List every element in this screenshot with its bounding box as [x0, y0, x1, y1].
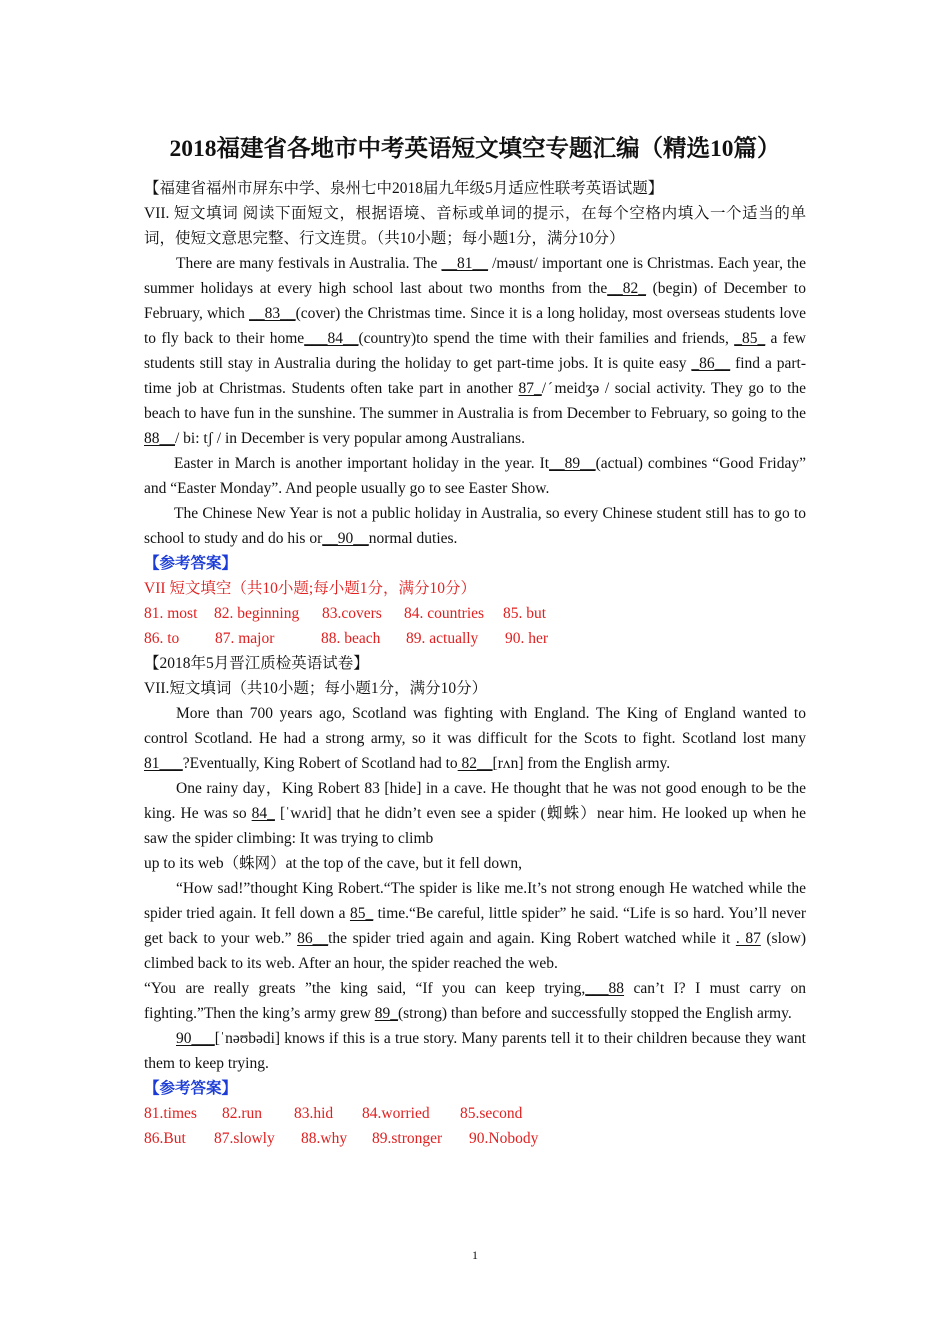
blank-81: 81___ — [144, 755, 183, 772]
answer-item: 87.slowly — [214, 1130, 275, 1147]
blank-89: __89__ — [549, 455, 596, 472]
answer-item: 89. actually — [406, 630, 479, 647]
blank-87: . 87 — [735, 930, 761, 947]
answer-item: 82. beginning — [214, 605, 300, 622]
blank-81: __81__ — [441, 255, 489, 272]
blank-87: 87_ — [518, 380, 542, 397]
answer-item: 90.Nobody — [469, 1130, 539, 1147]
answer-item: 88.why — [301, 1130, 348, 1147]
answer-item: 82.run — [222, 1105, 263, 1122]
section2-paragraph-2: One rainy day，King Robert 83 [hide] in a cave. He thought that he was not good enough to be the king. He was so 84_ [ˈwʌrid] that he didn’t even see a spider (蜘蛛）near him. He looked up when he saw the spider climbing: It was trying to climb — [144, 780, 806, 847]
blank-86: _86__ — [691, 355, 731, 372]
blank-85: 85_ — [349, 905, 374, 922]
section2-answer-row-2 — [144, 1126, 806, 1151]
section1-answer-heading: 【参考答案】 — [144, 555, 238, 572]
answer-item: 88. beach — [321, 630, 381, 647]
content-column — [144, 132, 806, 1151]
section2-paragraph-3: up to its web（蛛网）at the top of the cave, but it fell down, — [144, 855, 522, 872]
answer-item: 81. most — [144, 605, 198, 622]
answer-item: 84. countries — [404, 605, 485, 622]
answer-item: 84.worried — [362, 1105, 430, 1122]
section1-answer-row-2 — [144, 626, 806, 651]
blank-90: __90__ — [322, 530, 369, 547]
section1-instructions: VII. 短文填词 阅读下面短文，根据语境、音标或单词的提示，在每个空格内填入一个适当的单词，使短文意思完整、行文连贯。（共10小题；每小题1分，满分10分） — [144, 205, 806, 247]
section2-source: 【2018年5月晋江质检英语试卷】 — [144, 655, 369, 672]
section2-paragraph-4: “How sad!”thought King Robert.“The spider is like me.It’s not strong enough He watched while the spider tried again. It fell down a 85_ time.“Be careful, little spider” he said. “Life is so hard. You’ll never get back to your web.” 86__the spider tried again and again. King Robert watched while it . 87 (slow) climbed back to its web. After an hour, the spider reached the web. — [144, 880, 807, 972]
blank-88: 88__ — [144, 430, 175, 447]
blank-82: 82__ — [457, 755, 493, 772]
blank-85: _85_ — [734, 330, 766, 347]
section1-paragraph-2: Easter in March is another important holiday in the year. It__89__(actual) combines “Good Friday” and “Easter Monday”. And people usually go to see Easter Show. — [144, 455, 806, 497]
blank-89: 89_ — [374, 1005, 398, 1022]
answer-item: 85.second — [460, 1105, 523, 1122]
answer-item: 83.covers — [322, 605, 382, 622]
answer-item: 85. but — [503, 605, 547, 622]
section2-instructions: VII.短文填词（共10小题；每小题1分，满分10分） — [144, 680, 488, 697]
blank-84: ___84__ — [304, 330, 359, 347]
section1-answer-row-1 — [144, 601, 806, 626]
answer-item: 90. her — [505, 630, 549, 647]
section1-answer-title: VII 短文填空（共10小题;每小题1分，满分10分） — [144, 580, 476, 597]
section2-paragraph-5: “You are really greats ”the king said, “If you can keep trying,___88 can’t I? I must carry on fighting.”Then the king’s army grew 89_(strong) than before and successfully stopped the English army. — [144, 980, 806, 1022]
answer-item: 86. to — [144, 630, 180, 647]
answer-item: 83.hid — [294, 1105, 334, 1122]
blank-84: 84_ — [251, 805, 275, 822]
answer-item: 87. major — [215, 630, 275, 647]
section1-source: 【福建省福州市屏东中学、泉州七中2018届九年级5月适应性联考英语试题】 — [144, 180, 664, 197]
page-title: 2018福建省各地市中考英语短文填空专题汇编（精选10篇） — [169, 136, 781, 162]
section2-answer-row-1 — [144, 1101, 806, 1126]
blank-86: 86__ — [297, 930, 329, 947]
answer-item: 86.But — [144, 1130, 186, 1147]
blank-82: __82_ — [607, 280, 646, 297]
answer-item: 89.stronger — [372, 1130, 443, 1147]
blank-90: 90___ — [176, 1030, 215, 1047]
blank-83: __83__ — [249, 305, 296, 322]
section2-answer-heading: 【参考答案】 — [144, 1080, 238, 1097]
blank-88: ___88 — [585, 980, 625, 997]
section2-paragraph-6: 90___[ˈnəʊbədi] knows if this is a true story. Many parents tell it to their children because they want them to keep trying. — [144, 1030, 806, 1072]
section2-paragraph-1: More than 700 years ago, Scotland was fighting with England. The King of England wanted to control Scotland. He had a strong army, so it was difficult for the Scots to fight. Scotland lost many 81___?Eventually, King Robert of Scotland had to 82__[rʌn] from the English army. — [144, 705, 806, 772]
section1-paragraph-3: The Chinese New Year is not a public holiday in Australia, so every Chinese student still has to go to school to study and do his or__90__normal duties. — [144, 505, 806, 547]
answer-item: 81.times — [144, 1105, 197, 1122]
page-number: 1 — [472, 1248, 478, 1262]
section1-paragraph-1: There are many festivals in Australia. The __81__ /məust/ important one is Christmas. Each year, the summer holidays at every high school last about two months from the__82_ (begin) of December to February, which __83__(cover) the Christmas time. Since it is a long holiday, most overseas students love to fly back to their home___84__(country)to spend the time with their families and friends, _85_ a few students still stay in Australia during the holiday to get part-time jobs. It is quite easy _86__ find a part-time job at Christmas. Students often take part in another 87_/ˊmeidʒə / social activity. They go to the beach to have fun in the sunshine. The summer in Australia is from December to February, so going to the 88__/ bi: tʃ / in December is very popular among Australians. — [144, 255, 807, 447]
